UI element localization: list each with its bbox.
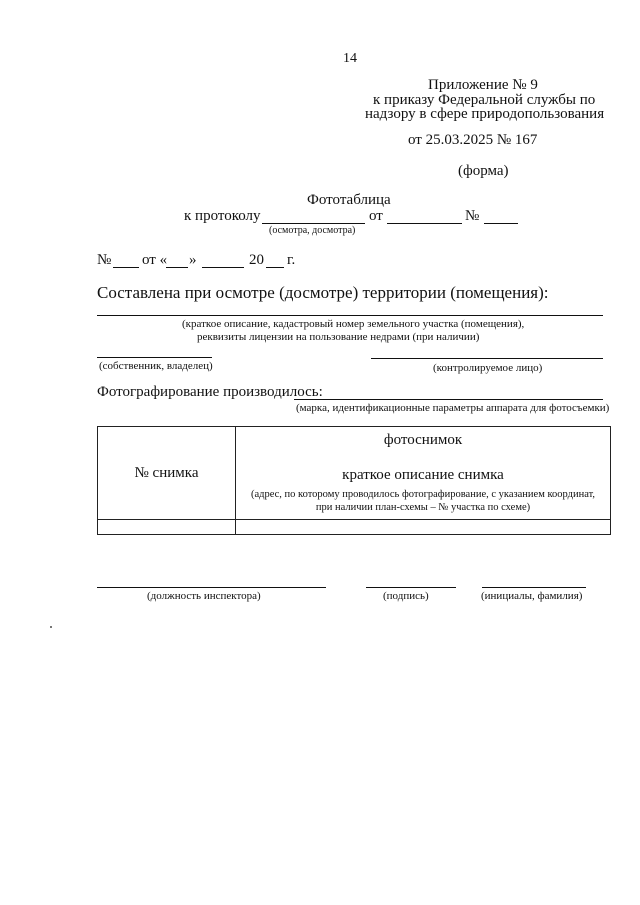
protocol-hint: (осмотра, досмотра) bbox=[269, 225, 356, 236]
date-line-close-quote: » bbox=[189, 252, 197, 268]
appendix-line-4: от 25.03.2025 № 167 bbox=[408, 132, 538, 148]
appendix-line-1: Приложение № 9 bbox=[428, 77, 538, 93]
appendix-line-3: надзору в сфере природопользования bbox=[365, 106, 605, 122]
table-row bbox=[98, 427, 611, 520]
camera-info-blank[interactable] bbox=[294, 399, 603, 400]
form-label: (форма) bbox=[458, 163, 509, 179]
protocol-number-blank[interactable] bbox=[484, 223, 518, 224]
photo-column-title: фотоснимок bbox=[383, 432, 463, 449]
protocol-date-blank[interactable] bbox=[387, 223, 462, 224]
photo-table bbox=[97, 426, 611, 535]
date-line-number-label: № bbox=[97, 252, 112, 268]
photo-number-header-label: № снимка bbox=[134, 464, 199, 481]
compiled-statement: Составлена при осмотре (досмотре) территории (помещения): bbox=[97, 283, 549, 302]
date-line-from-label: от « bbox=[142, 252, 168, 268]
signature-blank[interactable] bbox=[366, 587, 456, 588]
photography-label: Фотографирование производилось: bbox=[97, 384, 323, 400]
date-line-day-blank[interactable] bbox=[166, 267, 188, 268]
scan-speck bbox=[50, 626, 52, 628]
signature-label: (подпись) bbox=[383, 590, 429, 602]
photo-number-cell[interactable] bbox=[98, 520, 236, 535]
photo-description-header bbox=[236, 427, 611, 520]
controlled-person-blank[interactable] bbox=[371, 358, 603, 359]
owner-blank[interactable] bbox=[97, 357, 212, 358]
date-line-number-blank[interactable] bbox=[113, 267, 139, 268]
protocol-number-label: № bbox=[465, 208, 480, 224]
date-line-year-suffix: г. bbox=[287, 252, 296, 268]
controlled-person-label: (контролируемое лицо) bbox=[433, 362, 543, 374]
page-number: 14 bbox=[343, 51, 357, 66]
protocol-type-blank[interactable] bbox=[262, 223, 365, 224]
inspector-position-blank[interactable] bbox=[97, 587, 326, 588]
photo-column-note-line-1: (адрес, по которому проводилось фотографирование, с указанием координат, bbox=[250, 489, 596, 501]
photo-number-header bbox=[98, 427, 236, 520]
owner-label: (собственник, владелец) bbox=[99, 360, 213, 372]
initials-label: (инициалы, фамилия) bbox=[481, 590, 583, 602]
initials-blank[interactable] bbox=[482, 587, 586, 588]
protocol-from-label: от bbox=[369, 208, 383, 224]
appendix-line-2: к приказу Федеральной службы по bbox=[373, 92, 596, 108]
date-line-year-prefix: 20 bbox=[249, 252, 264, 268]
date-line-year-blank[interactable] bbox=[266, 267, 284, 268]
photo-column-subtitle: краткое описание снимка bbox=[342, 467, 504, 484]
photo-description-cell[interactable] bbox=[236, 520, 611, 535]
table-row bbox=[98, 520, 611, 535]
territory-description-blank[interactable] bbox=[97, 315, 603, 316]
description-hint-line-2: реквизиты лицензии на пользование недрами (при наличии) bbox=[197, 331, 480, 343]
photography-hint: (марка, идентификационные параметры аппарата для фотосъемки) bbox=[296, 402, 610, 414]
inspector-position-label: (должность инспектора) bbox=[147, 590, 261, 602]
protocol-prefix: к протоколу bbox=[184, 208, 261, 224]
date-line-month-blank[interactable] bbox=[202, 267, 244, 268]
document-title: Фототаблица bbox=[307, 192, 391, 208]
description-hint-line-1: (краткое описание, кадастровый номер земельного участка (помещения), bbox=[182, 318, 525, 330]
photo-column-note-line-2: при наличии план-схемы – № участка по схеме) bbox=[315, 501, 531, 513]
